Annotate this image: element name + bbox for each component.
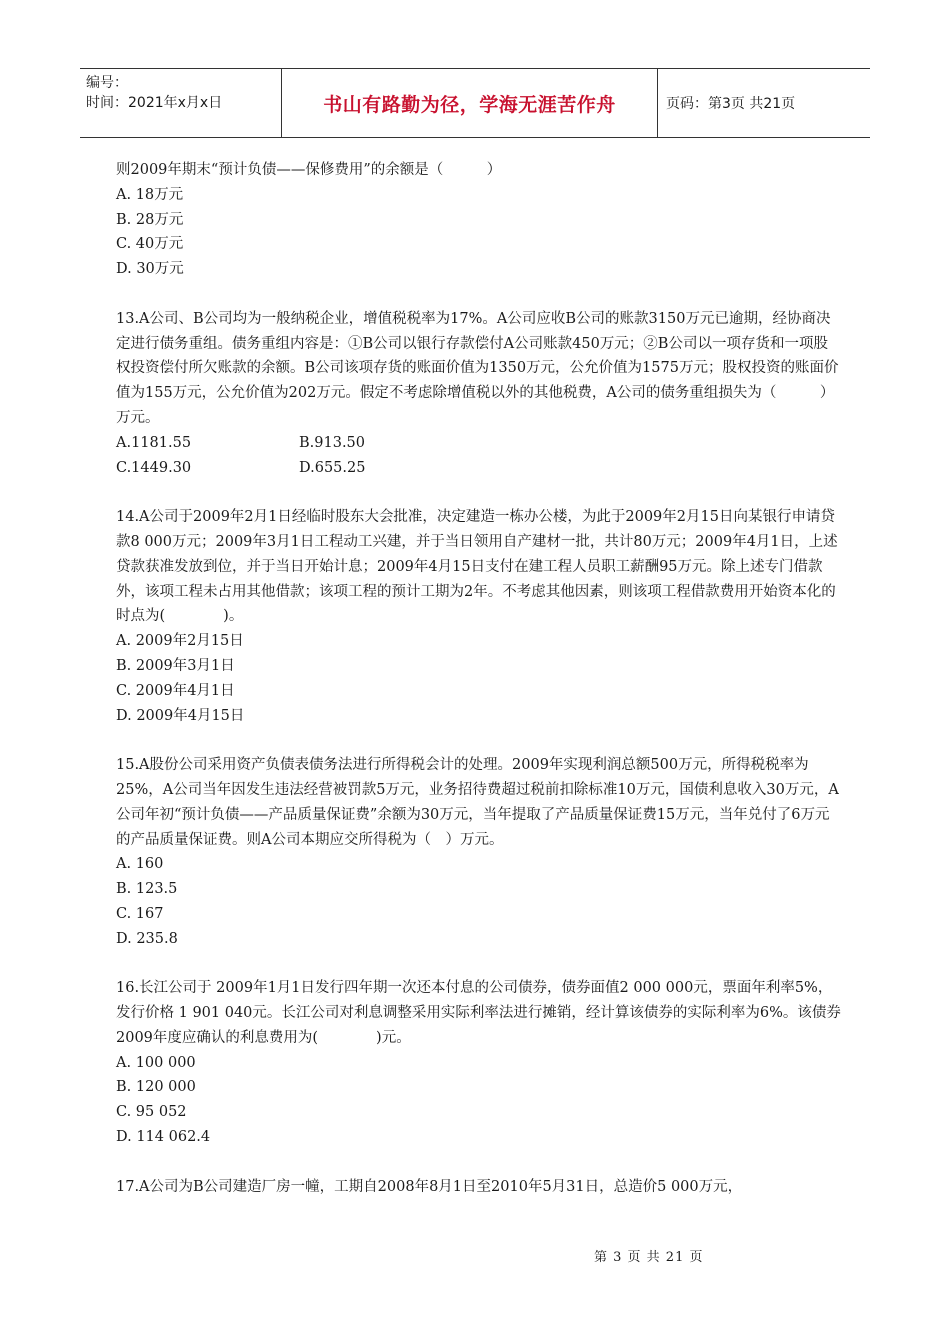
- option-b: B.913.50: [299, 434, 366, 451]
- question-stem: 14.A公司于2009年2月1日经临时股东大会批准，决定建造一栋办公楼，为此于2009年2月15日向某银行申请贷款8 000万元；2009年3月1日工程动工兴建，并于当日领用自产建材一批，共计80万元；2009年4月1日，上述贷款获准发放到位，并于当日开始计息；2009年4月15日支付在建工程人员职工薪酬95万元。除上述专门借款外，该项工程未占用其他借款；该项工程的预计工期为2年。不考虑其他因素，则该项工程借款费用开始资本化的时点为( )。: [116, 509, 838, 625]
- page-header: [80, 68, 870, 138]
- header-motto: 书山有路勤为径，学海无涯苦作舟: [282, 69, 658, 137]
- option-c: C.1449.30: [116, 459, 192, 476]
- option-d: D.655.25: [299, 459, 366, 476]
- option-c: C. 95 052: [116, 1104, 187, 1121]
- option-b: B. 28万元: [116, 211, 184, 228]
- question-stem: 则2009年期末“预计负债——保修费用”的余额是（ ）: [116, 162, 502, 178]
- header-page-label: 页码：第3页 共21页: [666, 96, 796, 112]
- option-b: B. 2009年3月1日: [116, 657, 235, 674]
- question-stem: 17.A公司为B公司建造厂房一幢，工期自2008年8月1日至2010年5月31日，总造价5 000万元，: [116, 1178, 743, 1195]
- option-b: B. 120 000: [116, 1079, 196, 1096]
- option-a: A. 2009年2月15日: [116, 633, 244, 650]
- question-17: [116, 1175, 842, 1200]
- option-a: A. 160: [116, 856, 164, 873]
- option-a: A.1181.55: [116, 434, 192, 451]
- option-c: C. 2009年4月1日: [116, 682, 235, 699]
- question-12-tail: [116, 158, 842, 282]
- question-16: [116, 976, 842, 1150]
- option-d: D. 114 062.4: [116, 1129, 211, 1146]
- option-d: D. 2009年4月15日: [116, 707, 245, 724]
- option-d: D. 235.8: [116, 930, 178, 947]
- serial-label: 编号：: [86, 75, 128, 91]
- document-body: [116, 158, 842, 1199]
- option-a: A. 100 000: [116, 1054, 196, 1071]
- question-stem: 13.A公司、B公司均为一般纳税企业，增值税税率为17%。A公司应收B公司的账款3150万元已逾期，经协商决定进行债务重组。债务重组内容是：①B公司以银行存款偿付A公司账款450万元；②B公司以一项存货和一项股权投资偿付所欠账款的余额。B公司该项存货的账面价值为1350万元，公允价值为1575万元；股权投资的账面价值为155万元，公允价值为202万元。假定不考虑除增值税以外的其他税费，A公司的债务重组损失为（ ）万元。: [116, 310, 839, 426]
- question-stem: 15.A股份公司采用资产负债表债务法进行所得税会计的处理。2009年实现利润总额500万元，所得税税率为25%，A公司当年因发生违法经营被罚款5万元，业务招待费超过税前扣除标准10万元，国债利息收入30万元，A公司年初“预计负债——产品质量保证费”余额为30万元，当年提取了产品质量保证费15万元，当年兑付了6万元的产品质量保证费。则A公司本期应交所得税为（ ）万元。: [116, 757, 839, 848]
- option-grid: [116, 431, 842, 481]
- option-d: D. 30万元: [116, 261, 184, 278]
- option-b: B. 123.5: [116, 881, 178, 898]
- option-a: A. 18万元: [116, 186, 184, 203]
- option-c: C. 167: [116, 905, 164, 922]
- question-15: [116, 753, 842, 951]
- header-info-cell: [80, 69, 282, 137]
- question-13: [116, 307, 842, 481]
- date-label: 时间：2021年x月x日: [86, 95, 223, 111]
- question-14: [116, 505, 842, 728]
- question-stem: 16.长江公司于 2009年1月1日发行四年期一次还本付息的公司债券，债券面值2 000 000元，票面年利率5%，发行价格 1 901 040元。长江公司对利息调整采用实际利率法进行摊销，经计算该债券的实际利率为6%。该债券2009年度应确认的利息费用为( )元。: [116, 980, 841, 1046]
- page-footer: 第 3 页 共 21 页: [594, 1250, 704, 1265]
- option-c: C. 40万元: [116, 236, 184, 253]
